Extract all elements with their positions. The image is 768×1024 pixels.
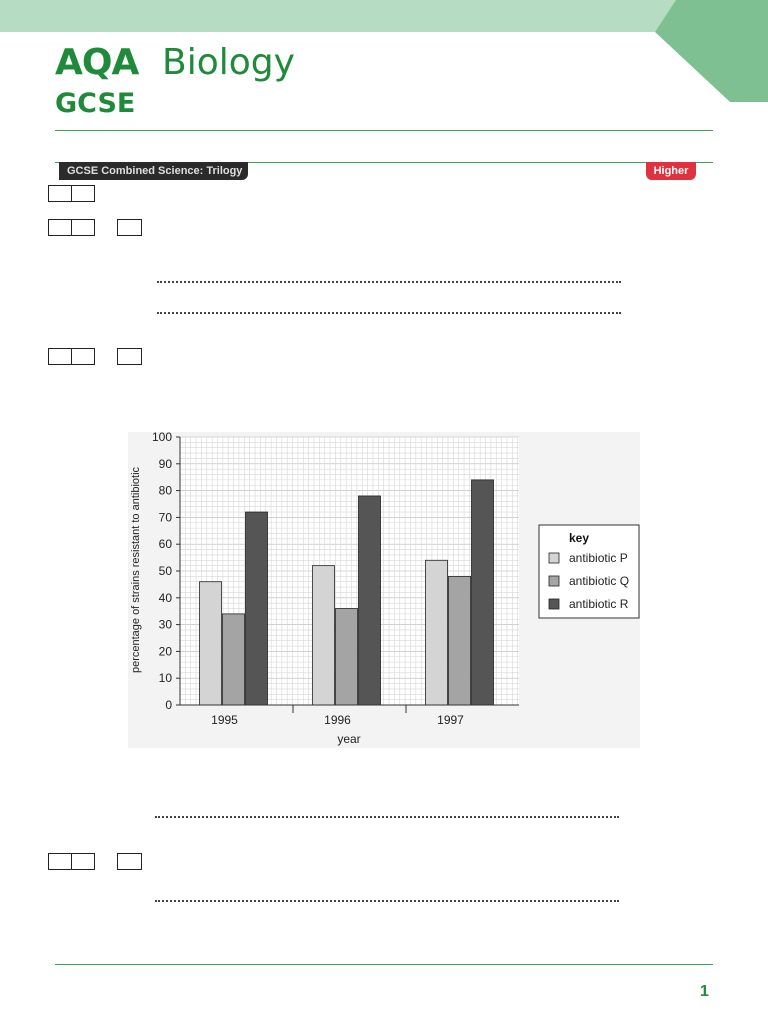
answer-line[interactable] xyxy=(155,816,619,818)
course-tag: GCSE Combined Science: Trilogy xyxy=(59,162,248,180)
page-number: 1 xyxy=(700,983,709,1000)
legend-swatch xyxy=(549,599,559,609)
bar xyxy=(359,496,381,705)
bar xyxy=(246,512,268,705)
x-tick-label: 1996 xyxy=(324,713,351,727)
footer-divider xyxy=(55,964,713,965)
y-tick-label: 0 xyxy=(165,698,172,712)
y-tick-label: 20 xyxy=(158,644,172,659)
x-tick-label: 1997 xyxy=(437,713,464,727)
y-tick-label: 30 xyxy=(158,617,172,632)
y-axis-label: percentage of strains resistant to antibiotic xyxy=(130,466,142,674)
question-number-box xyxy=(48,219,94,236)
x-tick-label: 1995 xyxy=(211,713,238,727)
tier-badge: Higher xyxy=(646,162,696,180)
question-part-box xyxy=(117,348,142,365)
bar xyxy=(426,560,448,705)
header-divider xyxy=(55,130,713,131)
legend-label: antibiotic R xyxy=(569,597,629,611)
question-number-box xyxy=(48,185,94,202)
chart-legend xyxy=(539,525,639,618)
subject-title: Biology xyxy=(162,42,295,83)
y-tick-label: 10 xyxy=(158,671,172,686)
y-tick-label: 40 xyxy=(158,590,172,605)
y-tick-label: 90 xyxy=(158,456,172,471)
y-tick-label: 80 xyxy=(158,483,172,498)
bar xyxy=(472,480,494,705)
answer-line[interactable] xyxy=(157,312,621,314)
legend-swatch xyxy=(549,553,559,563)
legend-swatch xyxy=(549,576,559,586)
y-tick-label: 50 xyxy=(158,564,172,578)
answer-line[interactable] xyxy=(155,900,619,902)
level-title: GCSE xyxy=(55,88,136,119)
y-tick-label: 60 xyxy=(158,537,172,552)
question-part-box xyxy=(117,219,142,236)
question-number-box xyxy=(48,853,94,870)
question-number-box xyxy=(48,348,94,365)
answer-line[interactable] xyxy=(157,281,621,283)
legend-title: key xyxy=(569,531,590,545)
bar xyxy=(313,566,335,705)
brand-logo: AQA xyxy=(55,42,139,83)
bar xyxy=(336,609,358,705)
bar xyxy=(449,576,471,705)
y-tick-label: 70 xyxy=(158,510,172,525)
legend-label: antibiotic Q xyxy=(569,574,630,588)
bar xyxy=(200,582,222,705)
legend-label: antibiotic P xyxy=(569,551,628,565)
question-part-box xyxy=(117,853,142,870)
bar xyxy=(223,614,245,705)
bar-chart xyxy=(0,420,768,760)
x-axis-label: year xyxy=(337,732,361,746)
y-tick-label: 100 xyxy=(151,430,172,444)
